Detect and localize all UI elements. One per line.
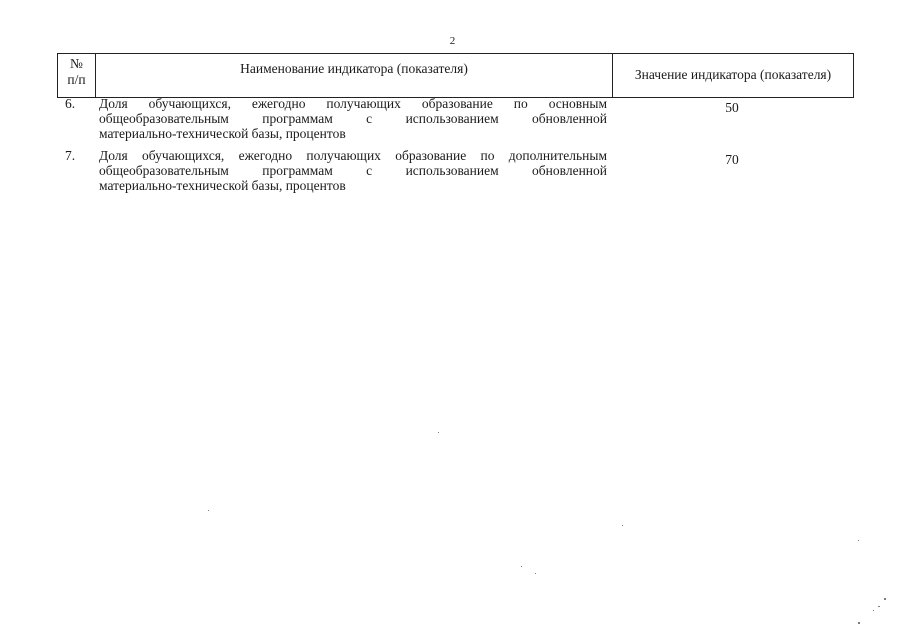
scan-speck: [873, 610, 874, 611]
header-number-line2: п/п: [67, 72, 86, 87]
page-number: 2: [449, 35, 456, 47]
row-indicator-name: [99, 148, 607, 193]
row-indicator-value: 70: [725, 152, 739, 167]
scan-speck: [208, 510, 209, 511]
row-name-line: общеобразовательным программам с использованием обновленной: [99, 111, 607, 126]
row-indicator-name: [99, 96, 607, 141]
row-name-line: материально-технической базы, процентов: [99, 126, 346, 141]
scan-speck: [521, 566, 522, 567]
scan-speck: [535, 573, 536, 574]
scan-speck: [858, 540, 859, 541]
row-name-line: общеобразовательным программам с использованием обновленной: [99, 163, 607, 178]
scan-speck: [878, 606, 880, 607]
scan-speck: [884, 598, 886, 600]
scan-speck: [622, 525, 623, 526]
header-number-line1: №: [70, 56, 83, 71]
row-number: 7.: [65, 148, 76, 163]
scan-speck: [858, 622, 860, 624]
row-name-line: Доля обучающихся, ежегодно получающих образование по дополнительным: [99, 148, 607, 163]
header-number: [58, 54, 96, 97]
row-name-line: Доля обучающихся, ежегодно получающих образование по основным: [99, 96, 607, 111]
header-indicator-value: Значение индикатора (показателя): [634, 67, 832, 82]
row-number: 6.: [65, 96, 76, 111]
row-name-line: материально-технической базы, процентов: [99, 178, 346, 193]
table-header: [57, 53, 854, 98]
header-indicator-name: Наименование индикатора (показателя): [96, 54, 613, 97]
scan-speck: [438, 432, 439, 433]
row-indicator-value: 50: [725, 100, 739, 115]
